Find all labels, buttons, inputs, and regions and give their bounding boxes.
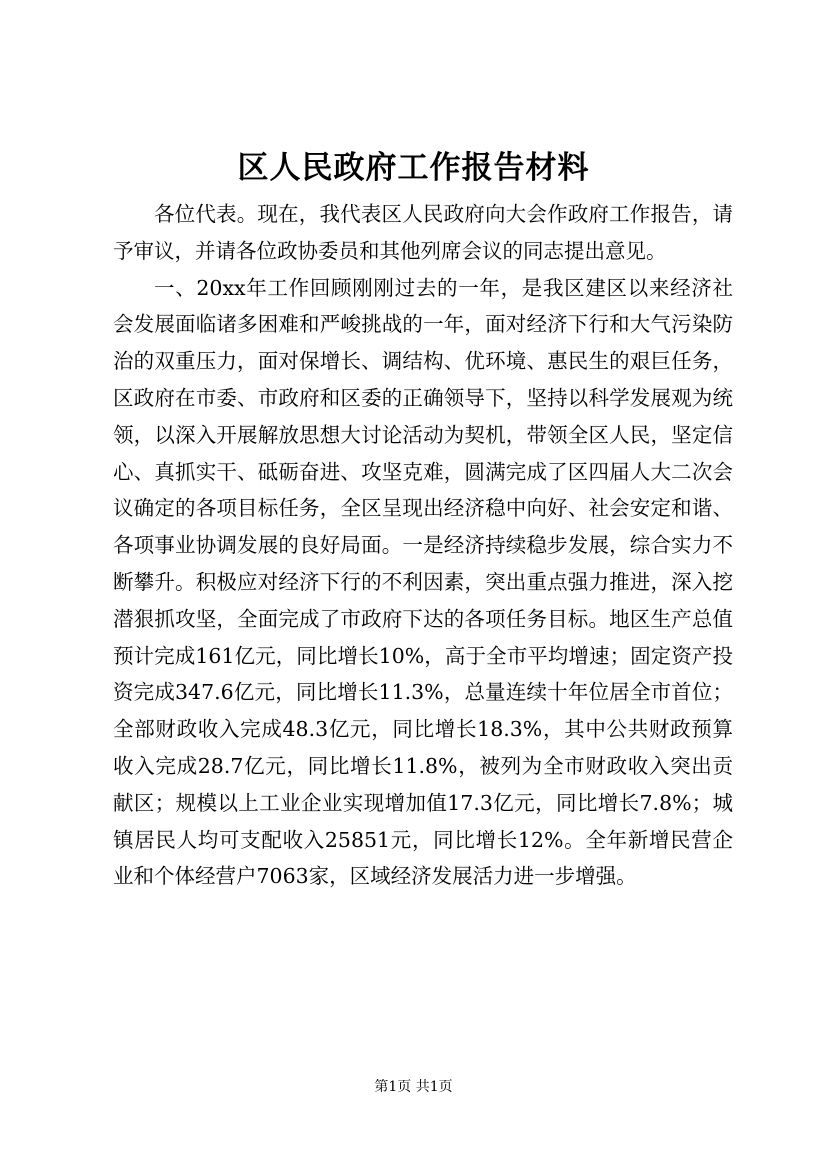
paragraph-review: 一、20xx年工作回顾刚刚过去的一年，是我区建区以来经济社会发展面临诸多困难和严峻挑战的一年，面对经济下行和大气污染防治的双重压力，面对保增长、调结构、优环境、惠民生的艰巨任务，区政府在市委、市政府和区委的正确领导下，坚持以科学发展观为统领，以深入开展解放思想大讨论活动为契机，带领全区人民，坚定信心、真抓实干、砥砺奋进、攻坚克难，圆满完成了区四届人大二次会议确定的各项目标任务，全区呈现出经济稳中向好、社会安定和谐、各项事业协调发展的良好局面。一是经济持续稳步发展，综合实力不断攀升。积极应对经济下行的不利因素，突出重点强力推进，深入挖潜狠抓攻坚，全面完成了市政府下达的各项任务目标。地区生产总值预计完成161亿元，同比增长10%，高于全市平均增速；固定资产投资完成347.6亿元，同比增长11.3%，总量连续十年位居全市首位；全部财政收入完成48.3亿元，同比增长18.3%，其中公共财政预算收入完成28.7亿元，同比增长11.8%，被列为全市财政收入突出贡献区；规模以上工业企业实现增加值17.3亿元，同比增长7.8%；城镇居民人均可支配收入25851元，同比增长12%。全年新增民营企业和个体经营户7063家，区域经济发展活力进一步增强。 bbox=[113, 275, 733, 889]
document-body bbox=[113, 196, 733, 895]
page-footer: 第1页 共1页 bbox=[374, 1079, 453, 1095]
document-title: 区人民政府工作报告材料 bbox=[237, 150, 590, 186]
paragraph-greeting: 各位代表。现在，我代表区人民政府向大会作政府工作报告，请予审议，并请各位政协委员和其他列席会议的同志提出意见。 bbox=[113, 202, 733, 263]
